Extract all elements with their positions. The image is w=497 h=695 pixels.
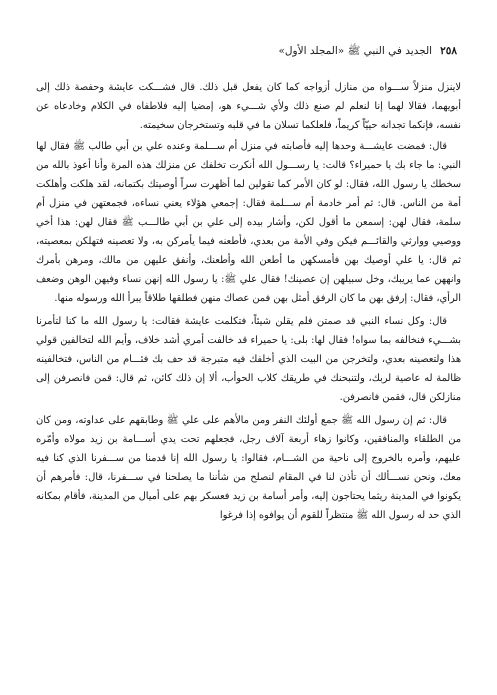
running-header — [40, 44, 457, 58]
page-number: ٢٥٨ — [440, 45, 457, 57]
body-text — [36, 78, 461, 527]
paragraph-1: لاينزل منزلاً ســـواه من منازل أزواجه كما كان يفعل قبل ذلك. قال فشـــكت عايشة وحفصة ذلك إلى أبويهما، فقالا لهما إنا لنعلم لم صنع ذلك ولأي شـــيء هو، إمضيا إليه فلاطفاه في الكلام وخادعاه عن نفسه، فإنكما تجدانه حييّاً كريماً، فلعلكما تسلان ما في قلبه وتستخرجان سخيمته. — [36, 82, 461, 131]
paragraph-2: قال: فمضت عايشـــة وحدها إليه فأصابته في منزل أم ســـلمة وعنده علي بن أبي طالب ﷺ فقال لها النبي: ما جاء بك يا حميراء؟ قالت: يا رســـول الله أنكرت تخلفك عن منزلك هذه المرة وأنا أعوذ بالله من سخطك يا رسول الله، فقال: لو كان الأمر كما تقولين لما أظهرت سراً أوصيتك بكتمانه، لقد هلكت وأهلكت أمة من الناس. قال: ثم أمر خادمة أم ســـلمة فقال: إجمعي هؤلاء يعني نساءه، فجمعتهن في منزل أم سلمة، فقال لهن: إسمعن ما أقول لكن، وأشار بيده إلى علي بن أبي طالـــب ﷺ فقال لهن: هذا أخي ووصيي ووارثي والقائـــم فيكن وفي الأمة من بعدي، فأطعنه فيما يأمركن به، ولا تعصينه فتهلكن بمعصيته، ثم قال: يا علي أوصيك بهن فأمسكهن ما أطعن الله وأطعنك، وأنفق عليهن من مالك، ومرهن بأمرك وانههن عما يريبك، وخل سبيلهن إن عصينك! فقال علي ﷺ: يا رسول الله إنهن نساء وفيهن الوهن وضعف الرأي، فقال: إرفق بهن ما كان الرفق أمثل بهن فمن عصاك منهن فطلقها طلاقاً يبرأ الله ورسوله منها. — [36, 141, 461, 304]
paragraph-3: قال: وكل نساء النبي قد صمتن فلم يقلن شيئاً، فتكلمت عايشة فقالت: يا رسول الله ما كنا لتأمرنا بشـــيء فنخالفه بما سواه! فقال لها: بلى: يا حميراء قد خالفت أمري أشد خلاف، وأيم الله لتخالفين قولي هذا ولتعصينه بعدي، ولتخرجن من البيت الذي أخلفك فيه متبرجة قد حف بك فئـــام من الناس، فتخالفينه ظالمة له عاصية لربك، ولتنبحنك في طريقك كلاب الحوأب، ألا إن ذلك كائن، ثم قال: قمن فانصرفن إلى منازلكن قال، فقمن فانصرفن. — [36, 316, 461, 403]
paragraph-4: قال: ثم إن رسول الله ﷺ جمع أولئك النفر ومن مالأهم على علي ﷺ وطابقهم على عداوته، ومن كان من الطلقاء والمنافقين، وكانوا زهاء أربعة آلاف رجل، فجعلهم تحت يدي أســـامة بن زيد مولاه وأمّره عليهم، وأمره بالخروج إلى ناحية من الشـــام، فقالوا: يا رسول الله إنا قدمنا من ســـفرنا الذي كنا فيه معك، ونحن نســـألك أن تأذن لنا في المقام لنصلح من شأننا ما يصلحنا في ســـفرنا، قال: فأمرهم أن يكونوا في المدينة ريثما يحتاجون إليه، وأمر أسامة بن زيد فعسكر بهم على أميال من المدينة، فأقام بمكانه الذي حد له رسول الله ﷺ منتظراً للقوم أن يوافوه إذا فرغوا — [36, 415, 461, 521]
book-title: الجديد في النبي ﷺ «المجلد الأول» — [278, 45, 433, 57]
